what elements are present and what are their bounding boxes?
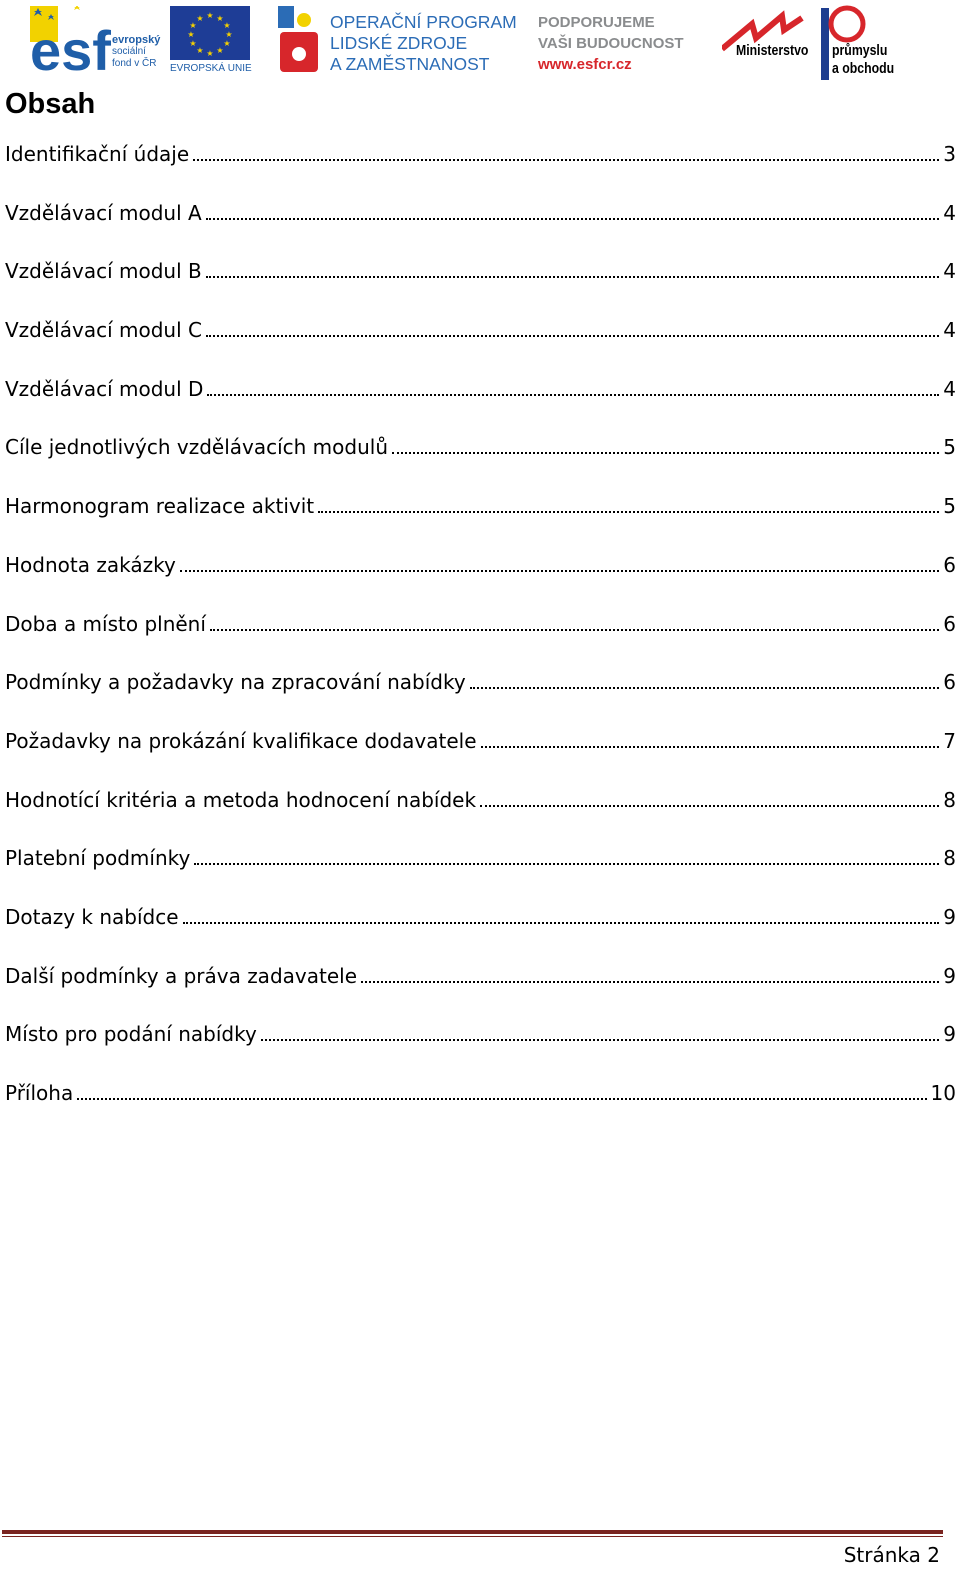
mpo-ministerstvo: Ministerstvo	[736, 42, 809, 59]
op-lzz-text	[330, 12, 517, 75]
toc-entry-link[interactable]	[5, 729, 956, 788]
op-line-3: A ZAMĚSTNANOST	[330, 54, 490, 74]
toc-dot-leader	[206, 276, 940, 278]
toc-dot-leader	[180, 570, 939, 572]
footer-rule	[2, 1530, 943, 1534]
toc-dot-leader	[183, 922, 940, 924]
table-of-contents	[5, 142, 956, 1140]
toc-entry-link[interactable]	[5, 964, 956, 1023]
toc-item	[5, 905, 956, 964]
toc-entry-label: Dotazy k nabídce	[5, 904, 179, 929]
toc-entry-page: 9	[943, 904, 956, 929]
toc-item	[5, 670, 956, 729]
podporujeme-line-1: PODPORUJEME	[538, 14, 655, 31]
toc-item	[5, 435, 956, 494]
toc-entry-page: 4	[943, 318, 956, 343]
toc-dot-leader	[481, 746, 940, 748]
toc-entry-label: Místo pro podání nabídky	[5, 1022, 257, 1047]
toc-entry-label: Příloha	[5, 1081, 74, 1105]
toc-entry-page: 3	[943, 142, 956, 166]
toc-dot-leader	[480, 805, 939, 807]
svg-text:★: ★	[189, 21, 197, 30]
mpo-logo	[722, 4, 922, 84]
toc-entry-label: Vzdělávací modul B	[5, 259, 202, 284]
toc-item	[5, 846, 956, 905]
toc-entry-page: 6	[943, 611, 956, 636]
toc-entry-link[interactable]	[5, 905, 956, 964]
toc-entry-page: 6	[943, 670, 956, 695]
toc-entry-page: 8	[943, 787, 956, 812]
toc-entry-page: 6	[943, 552, 956, 577]
toc-dot-leader	[194, 863, 939, 865]
esf-caption	[112, 34, 160, 70]
toc-dot-leader	[261, 1039, 939, 1041]
svg-text:★: ★	[196, 14, 204, 23]
toc-entry-page: 4	[943, 259, 956, 284]
toc-item	[5, 553, 956, 612]
toc-entry-page: 9	[943, 963, 956, 988]
toc-item	[5, 318, 956, 377]
toc-entry-label: Podmínky a požadavky na zpracování nabídky	[5, 670, 466, 695]
toc-entry-page: 8	[943, 846, 956, 871]
toc-entry-label: Doba a místo plnění	[5, 611, 206, 636]
toc-entry-page: 4	[943, 376, 956, 401]
toc-entry-link[interactable]	[5, 670, 956, 729]
op-line-2: LIDSKÉ ZDROJE	[330, 33, 468, 53]
toc-entry-link[interactable]	[5, 435, 956, 494]
toc-dot-leader	[207, 394, 939, 396]
toc-item	[5, 788, 956, 847]
esf-caption-line-2: sociální	[112, 46, 146, 57]
mpo-line-2: průmyslu	[832, 42, 888, 59]
toc-title: Obsah	[5, 88, 96, 120]
esf-wordmark: esf	[30, 19, 111, 76]
toc-entry-label: Harmonogram realizace aktivit	[5, 494, 315, 519]
podporujeme-line-2: VAŠI BUDOUCNOST	[538, 35, 684, 52]
svg-text:★: ★	[206, 11, 214, 20]
toc-entry-link[interactable]	[5, 494, 956, 553]
toc-dot-leader	[210, 629, 939, 631]
toc-entry-label: Identifikační údaje	[5, 142, 190, 166]
svg-text:★: ★	[189, 39, 197, 48]
toc-dot-leader	[206, 218, 940, 220]
esf-caption-line-1: evropský	[112, 34, 161, 46]
toc-dot-leader	[193, 159, 939, 161]
toc-entry-link[interactable]	[5, 201, 956, 260]
toc-entry-page: 10	[930, 1081, 956, 1105]
page-header	[0, 0, 960, 90]
podporujeme-text	[538, 12, 684, 75]
toc-entry-link[interactable]	[5, 1022, 956, 1081]
toc-entry-link[interactable]	[5, 259, 956, 318]
toc-dot-leader	[392, 452, 939, 454]
toc-entry-label: Vzdělávací modul C	[5, 318, 202, 343]
toc-entry-link[interactable]	[5, 142, 956, 201]
svg-text:★: ★	[223, 39, 231, 48]
toc-dot-leader	[361, 981, 939, 983]
svg-text:★: ★	[223, 21, 231, 30]
footer-rule-thin	[2, 1536, 943, 1537]
toc-item	[5, 1081, 956, 1140]
svg-text:★: ★	[196, 46, 204, 55]
toc-entry-link[interactable]	[5, 377, 956, 436]
puzzle-figure-icon	[278, 6, 322, 74]
svg-text:★: ★	[206, 49, 214, 58]
toc-entry-label: Hodnota zakázky	[5, 552, 176, 577]
toc-entry-page: 9	[943, 1022, 956, 1047]
toc-dot-leader	[318, 511, 939, 513]
toc-dot-leader	[77, 1098, 926, 1100]
esf-logo	[30, 6, 164, 76]
toc-entry-page: 7	[943, 728, 956, 753]
toc-entry-label: Další podmínky a práva zadavatele	[5, 963, 357, 988]
svg-text:★: ★	[187, 30, 195, 39]
toc-item	[5, 259, 956, 318]
toc-entry-label: Cíle jednotlivých vzdělávacích modulů	[5, 435, 389, 460]
toc-entry-link[interactable]	[5, 788, 956, 847]
toc-dot-leader	[206, 335, 939, 337]
esf-caption-line-3: fond v ČR	[112, 58, 157, 69]
mpo-prumyslu	[832, 42, 894, 78]
svg-text:★: ★	[216, 14, 224, 23]
op-line-1: OPERAČNÍ PROGRAM	[330, 12, 517, 32]
toc-item	[5, 201, 956, 260]
eu-caption: EVROPSKÁ UNIE	[170, 63, 252, 74]
toc-entry-label: Vzdělávací modul A	[5, 200, 202, 225]
toc-entry-link[interactable]	[5, 553, 956, 612]
toc-entry-label: Vzdělávací modul D	[5, 376, 204, 401]
eu-flag-icon	[170, 6, 252, 62]
podporujeme-url: www.esfcr.cz	[538, 56, 632, 73]
toc-item	[5, 612, 956, 671]
toc-entry-link[interactable]	[5, 612, 956, 671]
toc-entry-page: 5	[943, 494, 956, 519]
op-lzz-logo	[278, 6, 516, 76]
page-number: Stránka 2	[843, 1543, 940, 1567]
toc-entry-label: Požadavky na prokázání kvalifikace dodavatele	[5, 728, 477, 753]
toc-entry-link[interactable]	[5, 846, 956, 905]
toc-item	[5, 142, 956, 201]
mpo-line-3: a obchodu	[832, 60, 895, 77]
toc-entry-page: 5	[943, 435, 956, 460]
svg-text:★: ★	[225, 30, 233, 39]
toc-item	[5, 729, 956, 788]
toc-item	[5, 964, 956, 1023]
eu-logo	[170, 6, 252, 76]
toc-entry-link[interactable]	[5, 318, 956, 377]
toc-item	[5, 494, 956, 553]
svg-text:★: ★	[216, 46, 224, 55]
toc-entry-link[interactable]	[5, 1081, 956, 1140]
podporujeme-logo	[538, 12, 698, 72]
toc-entry-page: 4	[943, 200, 956, 225]
toc-item	[5, 1022, 956, 1081]
toc-dot-leader	[470, 687, 940, 689]
toc-item	[5, 377, 956, 436]
toc-entry-label: Platební podmínky	[5, 846, 191, 871]
toc-entry-label: Hodnotící kritéria a metoda hodnocení nabídek	[5, 787, 477, 812]
